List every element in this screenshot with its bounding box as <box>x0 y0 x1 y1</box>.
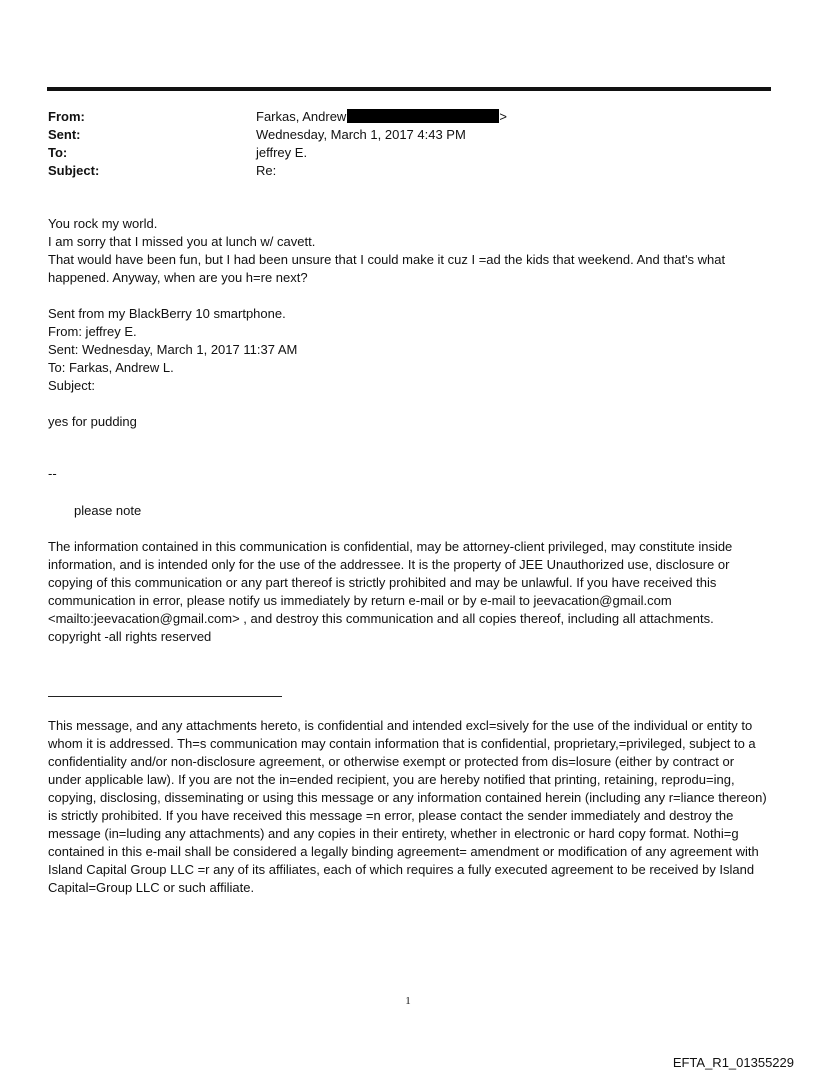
subject-row <box>48 162 768 180</box>
message-body <box>48 215 768 287</box>
legal-disclaimer: This message, and any attachments hereto, is confidential and intended excl=sively for the use of the individual or entity to whom it is addressed. Th=s communication may contain information that is confidential, proprietary,=privileged, subject to a confidentiality and/or non-disclosure agreement, or otherwise exempt or protected from dis=losure (either by contract or under applicable law). If you are not the in=ended recipient, you are hereby notified that printing, retaining, reprodu=ing, copying, disclosing, disseminating or using this message or any information contained herein (including any r=liance thereon) is strictly prohibited. If you have received this message =n error, please contact the sender immediately and destroy the message (in=luding any attachments) and any copies in their entirety, whether in electronic or hard copy format. Nothi=g contained in this e-mail shall be considered a legally binding agreement= amendment or modification of any agreement with Island Capital Group LLC =r any of its affiliates, each of which requires a fully executed agreement to be received by Island Capital=Group LLC or such affiliate. <box>48 718 767 895</box>
email-header <box>48 108 768 180</box>
sent-from-signature: Sent from my BlackBerry 10 smartphone. <box>48 306 286 321</box>
footer-divider <box>48 696 282 697</box>
confidentiality-notice: The information contained in this communication is confidential, may be attorney-client privileged, may constitute inside information, and is intended only for the use of the addressee. It is the property of JEE Unauthorized use, disclosure or copying of this communication or any part thereof is strictly prohibited and may be unlawful. If you have received this communication in error, please notify us immediately by return e-mail or by e-mail to jeevacation@gmail.com <mailto:jeevacation@gmail.com> , and destroy this communication and all copies thereof, including all attachments. copyright -all rights reserved <box>48 539 733 644</box>
from-value <box>256 108 768 126</box>
quoted-sent: Sent: Wednesday, March 1, 2017 11:37 AM <box>48 342 298 357</box>
subject-label: Subject: <box>48 163 100 178</box>
quoted-body: yes for pudding <box>48 414 137 429</box>
to-row <box>48 144 768 162</box>
sent-row <box>48 126 768 144</box>
to-value: jeffrey E. <box>256 145 308 160</box>
subject-value: Re: <box>256 163 277 178</box>
quoted-subject: Subject: <box>48 378 95 393</box>
quoted-to: To: Farkas, Andrew L. <box>48 360 174 375</box>
quoted-message <box>48 305 768 431</box>
redaction-bar <box>347 109 499 123</box>
message-line: That would have been fun, but I had been unsure that I could make it cuz I =ad the kids that weekend. And that's what happened. Anyway, when are you h=re next? <box>48 252 726 285</box>
from-name: Farkas, Andrew <box>256 109 347 124</box>
message-line: You rock my world. <box>48 216 158 231</box>
quoted-from: From: jeffrey E. <box>48 324 137 339</box>
document-id: EFTA_R1_01355229 <box>672 1055 794 1070</box>
please-note: please note <box>74 503 142 518</box>
page-number: 1 <box>405 995 411 1007</box>
from-tail: > <box>499 109 507 124</box>
to-label: To: <box>48 145 68 160</box>
sent-value: Wednesday, March 1, 2017 4:43 PM <box>256 127 466 142</box>
from-label: From: <box>48 109 85 124</box>
sent-label: Sent: <box>48 127 81 142</box>
header-divider <box>47 87 771 91</box>
message-line: I am sorry that I missed you at lunch w/ cavett. <box>48 234 316 249</box>
signature-separator: -- <box>48 466 57 481</box>
from-row <box>48 108 768 126</box>
